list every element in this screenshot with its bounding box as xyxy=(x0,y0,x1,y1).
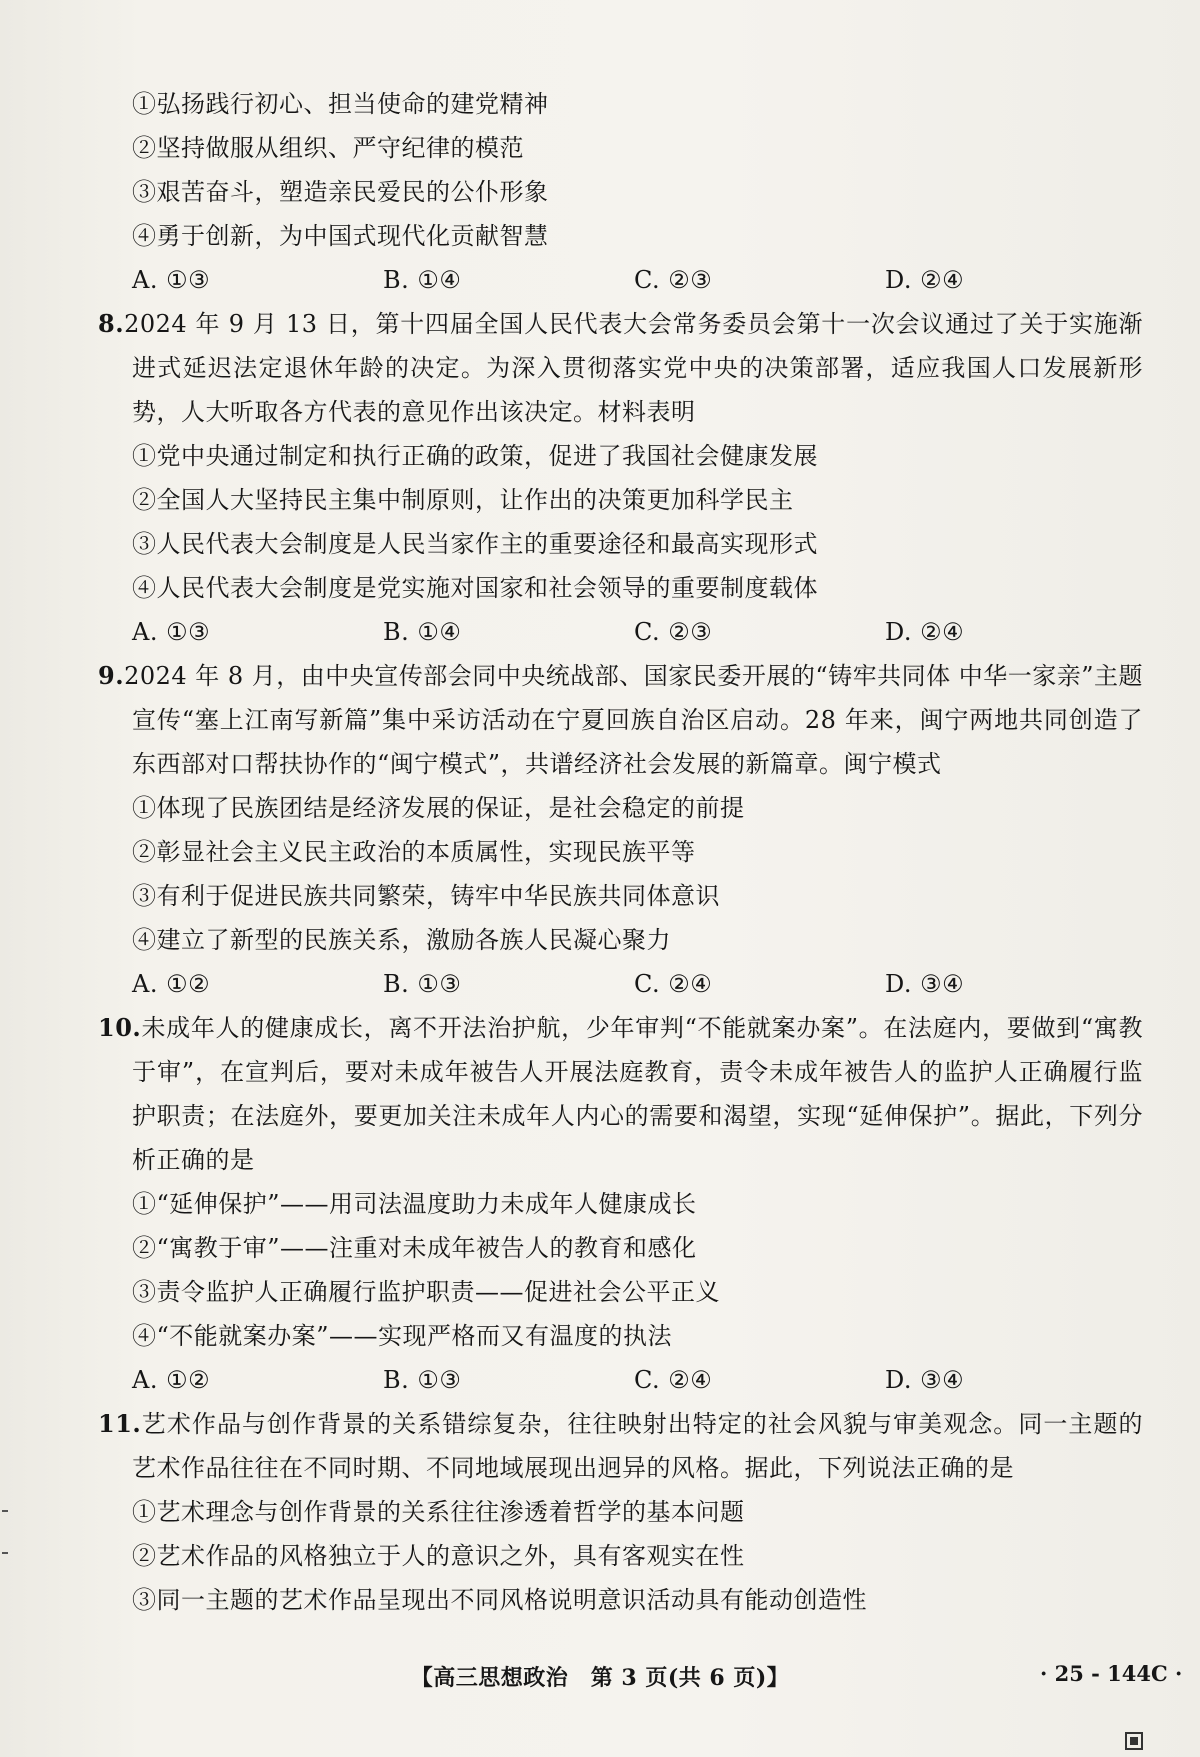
option-line: ②彰显社会主义民主政治的本质属性，实现民族平等 xyxy=(132,838,696,866)
binding-tick-mark xyxy=(2,1510,8,1512)
question-9 xyxy=(98,654,1143,1006)
choice-c: C. ②③ xyxy=(634,618,713,646)
choice-d: D. ②④ xyxy=(885,266,965,294)
option-line: ③责令监护人正确履行监护职责——促进社会公平正义 xyxy=(132,1278,720,1306)
option-line: ①艺术理念与创作背景的关系往往渗透着哲学的基本问题 xyxy=(132,1498,745,1526)
question-number: 11. xyxy=(98,1409,142,1438)
choice-a: A. ①③ xyxy=(132,618,211,646)
option-line: ④勇于创新，为中国式现代化贡献智慧 xyxy=(132,222,549,250)
option-line: ④“不能就案办案”——实现严格而又有温度的执法 xyxy=(132,1322,673,1350)
question-list xyxy=(98,82,1143,1622)
question-10 xyxy=(98,1006,1143,1402)
option-line: ③艰苦奋斗，塑造亲民爱民的公仆形象 xyxy=(132,178,549,206)
question-number: 9. xyxy=(98,661,125,690)
choice-c: C. ②③ xyxy=(634,266,713,294)
choice-a: A. ①② xyxy=(132,1366,211,1394)
choice-a: A. ①③ xyxy=(132,266,211,294)
question-stem xyxy=(98,302,1143,434)
choice-d: D. ③④ xyxy=(885,970,965,998)
option-line: ③人民代表大会制度是人民当家作主的重要途径和最高实现形式 xyxy=(132,530,818,558)
binding-tick-mark xyxy=(2,1552,8,1554)
choice-b: B. ①③ xyxy=(383,970,462,998)
question-number: 8. xyxy=(98,309,125,338)
option-line: ②全国人大坚持民主集中制原则，让作出的决策更加科学民主 xyxy=(132,486,794,514)
question-text: 未成年人的健康成长，离不开法治护航，少年审判“不能就案办案”。在法庭内，要做到“寓教于审”，在宣判后，要对未成年被告人开展法庭教育，责令未成年被告人的监护人正确履行监护职责；在法庭外，要更加关注未成年人内心的需要和渴望，实现“延伸保护”。据此，下列分析正确的是 xyxy=(132,1014,1143,1174)
option-line: ①弘扬践行初心、担当使命的建党精神 xyxy=(132,90,549,118)
choice-b: B. ①④ xyxy=(383,618,462,646)
question-text: 艺术作品与创作背景的关系错综复杂，往往映射出特定的社会风貌与审美观念。同一主题的艺术作品往往在不同时期、不同地域展现出迥异的风格。据此，下列说法正确的是 xyxy=(132,1410,1143,1482)
page-footer-title: 【高三思想政治 第 3 页(共 6 页)】 xyxy=(410,1665,790,1691)
question-7-continued xyxy=(98,82,1143,302)
option-line: ②“寓教于审”——注重对未成年被告人的教育和感化 xyxy=(132,1234,697,1262)
option-line: ③有利于促进民族共同繁荣，铸牢中华民族共同体意识 xyxy=(132,882,720,910)
page-footer-code: · 25 - 144C · xyxy=(1040,1661,1183,1686)
option-line: ①“延伸保护”——用司法温度助力未成年人健康成长 xyxy=(132,1190,697,1218)
choice-c: C. ②④ xyxy=(634,1366,713,1394)
option-line: ②艺术作品的风格独立于人的意识之外，具有客观实在性 xyxy=(132,1542,745,1570)
answer-choices xyxy=(98,962,1143,1006)
answer-choices xyxy=(98,1358,1143,1402)
question-11 xyxy=(98,1402,1143,1622)
choice-a: A. ①② xyxy=(132,970,211,998)
option-line: ④建立了新型的民族关系，激励各族人民凝心聚力 xyxy=(132,926,671,954)
question-text: 2024 年 9 月 13 日，第十四届全国人民代表大会常务委员会第十一次会议通过了关于实施渐进式延迟法定退休年龄的决定。为深入贯彻落实党中央的决策部署，适应我国人口发展新形势，人大听取各方代表的意见作出该决定。材料表明 xyxy=(124,310,1143,426)
option-line: ③同一主题的艺术作品呈现出不同风格说明意识活动具有能动创造性 xyxy=(132,1586,867,1614)
question-8 xyxy=(98,302,1143,654)
option-line: ①体现了民族团结是经济发展的保证，是社会稳定的前提 xyxy=(132,794,745,822)
question-stem xyxy=(98,654,1143,786)
question-number: 10. xyxy=(98,1013,142,1042)
option-line: ①党中央通过制定和执行正确的政策，促进了我国社会健康发展 xyxy=(132,442,818,470)
scanner-qr-icon xyxy=(1125,1732,1143,1750)
option-line: ②坚持做服从组织、严守纪律的模范 xyxy=(132,134,524,162)
answer-choices xyxy=(98,610,1143,654)
option-line: ④人民代表大会制度是党实施对国家和社会领导的重要制度载体 xyxy=(132,574,818,602)
choice-c: C. ②④ xyxy=(634,970,713,998)
question-stem xyxy=(98,1402,1143,1490)
choice-d: D. ③④ xyxy=(885,1366,965,1394)
choice-b: B. ①④ xyxy=(383,266,462,294)
question-text: 2024 年 8 月，由中央宣传部会同中央统战部、国家民委开展的“铸牢共同体 中华一家亲”主题宣传“塞上江南写新篇”集中采访活动在宁夏回族自治区启动。28 年来，闽宁两地共同创造了东西部对口帮扶协作的“闽宁模式”，共谱经济社会发展的新篇章。闽宁模式 xyxy=(124,662,1143,778)
question-stem xyxy=(98,1006,1143,1182)
answer-choices xyxy=(98,258,1143,302)
choice-d: D. ②④ xyxy=(885,618,965,646)
choice-b: B. ①③ xyxy=(383,1366,462,1394)
